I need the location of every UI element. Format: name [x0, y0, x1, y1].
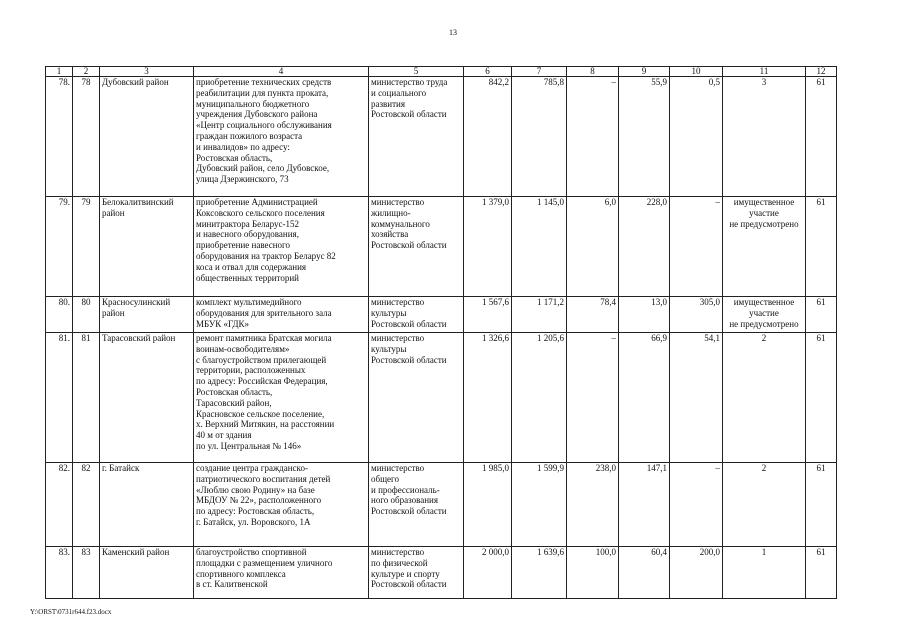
- project-description: [194, 197, 369, 297]
- participation-note-line: имущественное: [733, 197, 795, 207]
- code-col-12: 61: [806, 197, 837, 297]
- participation-note-line: не предусмотрено: [729, 218, 799, 229]
- project-description-line: приобретение навесного: [196, 240, 291, 251]
- district-name: Белокалитвинский район: [100, 197, 194, 297]
- project-description-line: общественных территорий: [196, 272, 299, 283]
- amount-col-7: 1 599,9: [512, 463, 567, 547]
- amount-total: 1 379,0: [464, 197, 512, 297]
- responsible-ministry-line: министерство: [371, 547, 425, 557]
- project-description-line: реабилитации для пункта проката,: [196, 87, 329, 98]
- row-number: 83.: [46, 547, 73, 599]
- column-header-3: 3: [100, 67, 194, 77]
- project-description-line: ремонт памятника Братская могила: [196, 333, 332, 343]
- amount-col-10: –: [670, 463, 723, 547]
- project-description-line: по адресу: Ростовская область,: [196, 506, 315, 517]
- amount-total: 1 326,6: [464, 333, 512, 463]
- amount-total: 1 985,0: [464, 463, 512, 547]
- project-description-line: комплект мультимедийного: [196, 297, 302, 307]
- amount-col-10: 54,1: [670, 333, 723, 463]
- row-number: 79.: [46, 197, 73, 297]
- responsible-ministry-line: и социального: [371, 87, 427, 98]
- responsible-ministry-line: Ростовской области: [371, 506, 447, 517]
- amount-col-10: –: [670, 197, 723, 297]
- amount-col-8: 100,0: [567, 547, 619, 599]
- participation-note: [723, 547, 806, 599]
- project-description: [194, 297, 369, 333]
- column-header-4: 4: [194, 67, 369, 77]
- amount-total: 2 000,0: [464, 547, 512, 599]
- project-description-line: «Люблю свою Родину» на базе: [196, 484, 315, 495]
- project-description-line: приобретение технических средств: [196, 77, 332, 87]
- amount-col-7: 1 205,6: [512, 333, 567, 463]
- responsible-ministry-line: ного образования: [371, 495, 439, 506]
- table-row: [46, 463, 837, 547]
- responsible-ministry-line: министерство: [371, 333, 425, 343]
- district-name: г. Батайск: [100, 463, 194, 547]
- participation-note-line: имущественное: [733, 297, 795, 307]
- responsible-ministry-line: жилищно-: [371, 207, 411, 218]
- amount-col-7: 1 145,0: [512, 197, 567, 297]
- participation-note-line: 2: [761, 463, 767, 473]
- responsible-ministry-line: культуры: [371, 343, 407, 354]
- project-description-line: по ул. Центральная № 146»: [196, 440, 302, 451]
- amount-col-7: 1 639,6: [512, 547, 567, 599]
- project-description-line: Ростовская область,: [196, 152, 273, 163]
- participation-note-line: 3: [761, 77, 767, 87]
- amount-total: 842,2: [464, 77, 512, 197]
- row-index: 82: [73, 463, 100, 547]
- responsible-ministry: [369, 297, 464, 333]
- project-description-line: г. Батайск, ул. Воровского, 1А: [196, 516, 311, 527]
- participation-note: [723, 77, 806, 197]
- column-header-2: 2: [73, 67, 100, 77]
- row-index: 79: [73, 197, 100, 297]
- district-name: Каменский район: [100, 547, 194, 599]
- responsible-ministry-line: министерство: [371, 463, 425, 473]
- column-header-8: 8: [567, 67, 619, 77]
- responsible-ministry-line: и профессиональ-: [371, 484, 440, 495]
- page-number: 13: [449, 28, 457, 37]
- responsible-ministry-line: Ростовской области: [371, 109, 447, 120]
- responsible-ministry-line: развития: [371, 98, 406, 109]
- project-description-line: оборудования для зрительного зала: [196, 307, 332, 318]
- participation-note-line: 1: [761, 547, 767, 557]
- project-description-line: территории, расположенных: [196, 365, 306, 376]
- code-col-12: 61: [806, 463, 837, 547]
- district-name: Дубовский район: [100, 77, 194, 197]
- code-col-12: 61: [806, 77, 837, 197]
- table-row: [46, 297, 837, 333]
- row-number: 80.: [46, 297, 73, 333]
- project-description: [194, 547, 369, 599]
- document-table: [45, 66, 837, 599]
- row-number: 81.: [46, 333, 73, 463]
- header-row: [46, 67, 837, 77]
- project-description-line: Коксовского сельского поселения: [196, 207, 325, 218]
- participation-note: [723, 197, 806, 297]
- district-name: Красносулинский район: [100, 297, 194, 333]
- project-description-line: муниципального бюджетного: [196, 98, 310, 109]
- project-description-line: Красновское сельское поселение,: [196, 408, 325, 419]
- project-description-line: площадки с размещением уличного: [196, 557, 333, 568]
- responsible-ministry-line: Ростовской области: [371, 354, 447, 365]
- project-description-line: минитрактора Беларус-152: [196, 218, 300, 229]
- responsible-ministry-line: хозяйства: [371, 229, 409, 240]
- project-description: [194, 333, 369, 463]
- column-header-7: 7: [512, 67, 567, 77]
- column-header-9: 9: [619, 67, 670, 77]
- project-description-line: х. Верхний Митякин, на расстоянии: [196, 419, 335, 430]
- project-description-line: МБУК «ГДК»: [196, 318, 250, 329]
- amount-col-10: 305,0: [670, 297, 723, 333]
- responsible-ministry-line: министерство: [371, 297, 425, 307]
- row-index: 81: [73, 333, 100, 463]
- amount-col-10: 200,0: [670, 547, 723, 599]
- project-description-line: благоустройство спортивной: [196, 547, 307, 557]
- amount-col-9: 147,1: [619, 463, 670, 547]
- project-description-line: Ростовская область,: [196, 386, 273, 397]
- code-col-12: 61: [806, 297, 837, 333]
- footer-file-path: Y:\ORST\0731r644.f23.docx: [30, 608, 112, 616]
- column-header-12: 12: [806, 67, 837, 77]
- amount-col-9: 60,4: [619, 547, 670, 599]
- column-header-10: 10: [670, 67, 723, 77]
- participation-note-line: участие: [749, 307, 779, 318]
- row-number: 78.: [46, 77, 73, 197]
- code-col-12: 61: [806, 547, 837, 599]
- project-description-line: Тарасовский район,: [196, 397, 272, 408]
- responsible-ministry-line: культуре и спорту: [371, 568, 440, 579]
- responsible-ministry-line: Ростовской области: [371, 240, 447, 251]
- responsible-ministry-line: министерство труда: [371, 77, 448, 87]
- table-row: [46, 77, 837, 197]
- project-description-line: и навесного оборудования,: [196, 229, 299, 240]
- column-header-6: 6: [464, 67, 512, 77]
- project-description-line: 40 м от здания: [196, 430, 252, 441]
- code-col-12: 61: [806, 333, 837, 463]
- project-description: [194, 77, 369, 197]
- participation-note: [723, 333, 806, 463]
- project-description-line: с благоустройством прилегающей: [196, 354, 327, 365]
- participation-note-line: участие: [749, 207, 779, 218]
- project-description-line: коса и отвал для содержания: [196, 261, 307, 272]
- table-row: [46, 547, 837, 599]
- project-description-line: патриотического воспитания детей: [196, 473, 331, 484]
- amount-col-8: 238,0: [567, 463, 619, 547]
- table-row: [46, 197, 837, 297]
- responsible-ministry-line: по физической: [371, 557, 428, 568]
- project-description-line: оборудования на трактор Беларус 82: [196, 250, 336, 261]
- project-description: [194, 463, 369, 547]
- responsible-ministry: [369, 77, 464, 197]
- responsible-ministry: [369, 547, 464, 599]
- amount-col-8: –: [567, 77, 619, 197]
- project-description-line: в ст. Калитвенской: [196, 579, 268, 590]
- amount-col-8: 6,0: [567, 197, 619, 297]
- district-name: Тарасовский район: [100, 333, 194, 463]
- responsible-ministry-line: министерство: [371, 197, 425, 207]
- amount-col-8: 78,4: [567, 297, 619, 333]
- column-header-1: 1: [46, 67, 73, 77]
- project-description-line: создание центра гражданско-: [196, 463, 308, 473]
- row-number: 82.: [46, 463, 73, 547]
- amount-col-10: 0,5: [670, 77, 723, 197]
- project-description-line: граждан пожилого возраста: [196, 130, 303, 141]
- responsible-ministry-line: Ростовской области: [371, 579, 447, 590]
- project-description-line: Дубовский район, село Дубовское,: [196, 163, 330, 174]
- participation-note: [723, 297, 806, 333]
- project-description-line: учреждения Дубовского района: [196, 109, 318, 120]
- row-index: 80: [73, 297, 100, 333]
- table-row: [46, 333, 837, 463]
- project-description-line: спортивного комплекса: [196, 568, 286, 579]
- participation-note: [723, 463, 806, 547]
- amount-col-9: 55,9: [619, 77, 670, 197]
- project-description-line: и инвалидов» по адресу:: [196, 141, 290, 152]
- project-description-line: улица Дзержинского, 73: [196, 174, 289, 185]
- responsible-ministry: [369, 463, 464, 547]
- responsible-ministry-line: коммунального: [371, 218, 430, 229]
- participation-note-line: не предусмотрено: [729, 318, 799, 329]
- project-description-line: по адресу: Российская Федерация,: [196, 376, 328, 387]
- amount-total: 1 567,6: [464, 297, 512, 333]
- participation-note-line: 2: [761, 333, 767, 343]
- responsible-ministry: [369, 333, 464, 463]
- project-description-line: воинам-освободителям»: [196, 343, 290, 354]
- amount-col-7: 1 171,2: [512, 297, 567, 333]
- column-header-5: 5: [369, 67, 464, 77]
- project-description-line: «Центр социального обслуживания: [196, 120, 332, 131]
- responsible-ministry-line: общего: [371, 473, 399, 484]
- project-description-line: МБДОУ № 22», расположенного: [196, 495, 322, 506]
- column-header-11: 11: [723, 67, 806, 77]
- amount-col-9: 13,0: [619, 297, 670, 333]
- row-index: 78: [73, 77, 100, 197]
- row-index: 83: [73, 547, 100, 599]
- responsible-ministry: [369, 197, 464, 297]
- responsible-ministry-line: культуры: [371, 307, 407, 318]
- amount-col-8: –: [567, 333, 619, 463]
- responsible-ministry-line: Ростовской области: [371, 318, 447, 329]
- amount-col-9: 66,9: [619, 333, 670, 463]
- amount-col-7: 785,8: [512, 77, 567, 197]
- project-description-line: приобретение Администрацией: [196, 197, 318, 207]
- amount-col-9: 228,0: [619, 197, 670, 297]
